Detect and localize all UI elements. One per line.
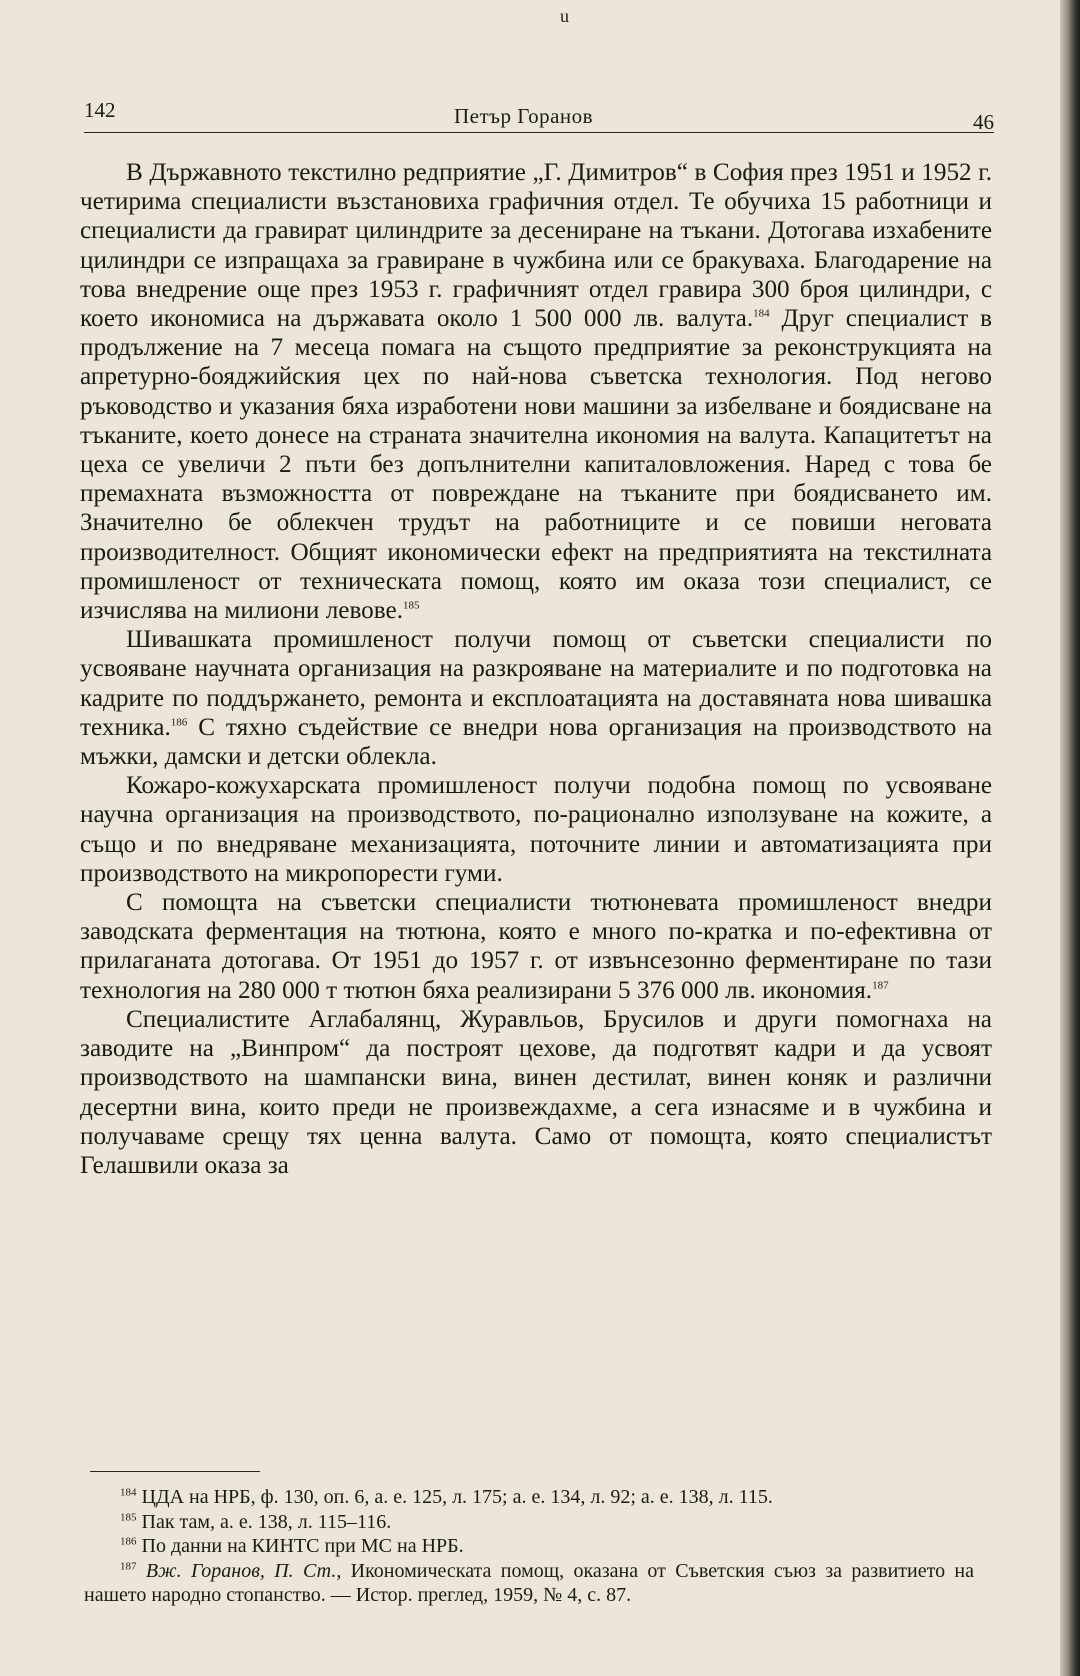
- footnote: [84, 1510, 974, 1535]
- footnote: [84, 1559, 974, 1608]
- running-title: Петър Горанов: [454, 104, 594, 128]
- paragraph-text: С помощта на съветски специалисти тютюневата промишленост внедри заводската ферментация на тютюна, която е много по-кратка и по-ефективна от прилаганата дотогава. От 1951 до 1957 г. от извънсезонно ферментиране по тази технология на 280 000 т тютюн бяха реализирани 5 376 000 лв. икономия.: [80, 889, 992, 1004]
- top-mark: u: [560, 6, 569, 26]
- paragraph-text: В Държавното текстилно редприятие „Г. Димитров“ в София през 1951 и 1952 г. четирима специалисти възстановиха графичния отдел. Те обучиха 15 работници и специалисти да гравират цилиндрите за десениране на тъкани. Дотогава изхабените цилиндри се изпращаха за гравиране в чужбина или се бракуваха. Благодарение на това внедрение още през 1953 г. графичният отдел гравира 300 броя цилиндри, с което икономиса на държавата около 1 500 000 лв. валута.: [80, 159, 992, 333]
- page-number: 142: [84, 98, 116, 122]
- paragraph: [80, 888, 992, 1005]
- footnote-reference: 187: [872, 979, 889, 992]
- footnote-number: 185: [120, 1510, 137, 1523]
- footnote-number: 186: [120, 1535, 137, 1548]
- footnote: [84, 1534, 974, 1559]
- folio-number: 46: [973, 110, 994, 134]
- header-rule: [84, 132, 994, 133]
- footnote-reference: 186: [170, 716, 188, 729]
- footnote-author: Вж. Горанов, П. Ст.,: [145, 1559, 342, 1582]
- footnotes: [84, 1485, 974, 1608]
- footnote-number: 184: [120, 1486, 137, 1499]
- footnote-text: ЦДА на НРБ, ф. 130, оп. 6, а. е. 125, л. 175; а. е. 134, л. 92; а. е. 138, л. 115.: [141, 1486, 773, 1508]
- paragraph: [80, 1005, 992, 1180]
- footnote-text: По данни на КИНТС при МС на НРБ.: [141, 1535, 464, 1557]
- footnote: [84, 1485, 974, 1510]
- page-edge-shadow: [1060, 0, 1080, 1676]
- body-text: [80, 158, 992, 1180]
- footnote-number: 187: [120, 1559, 137, 1572]
- footnote-rule: [90, 1471, 260, 1472]
- footnote-reference: 184: [753, 307, 770, 320]
- paragraph: [80, 158, 992, 625]
- paragraph-text: Друг специалист в продължение на 7 месеца помага на същото предприятие за реконструкцията на апретурно-бояджийския цех по най-нова съветска технология. Под негово ръководство и указания бяха изработени нови машини за избелване и боядисване на тъканите, което донесе на страната значителна икономия на валута. Капацитетът на цеха се увеличи 2 пъти без допълнителни капиталовложения. Наред с това бе премахната възможността от повреждане на тъканите при боядисването им. Значително бе облекчен трудът на работниците и се повиши неговата производителност. Общият икономически ефект на предприятията на текстилната промишленост от техническата помощ, която им оказа този специалист, се изчислява на милиони левове.: [80, 305, 992, 625]
- paragraph-text: С тяхно съдействие се внедри нова организация на производството на мъжки, дамски и детски облекла.: [80, 713, 992, 771]
- page-header: [84, 98, 994, 132]
- footnote-text: Икономическата помощ, оказана от Съветския съюз за развитието на нашето народно стопанство. — Истор. преглед, 1959, № 4, с. 87.: [84, 1559, 975, 1606]
- paragraph-text: Шивашката промишленост получи помощ от съветски специалисти по усвояване научната организация на разкрояване на материалите и по подготовка на кадрите по поддържането, ремонта и експлоатацията на доставяната нова шивашка техника.: [80, 626, 992, 741]
- paragraph: [80, 625, 992, 771]
- footnote-text: Пак там, а. е. 138, л. 115–116.: [141, 1510, 392, 1533]
- paragraph-text: Кожаро-кожухарската промишленост получи подобна помощ по усвояване научна организация на производството, по-рационално използуване на кожите, а също и по внедряване механизацията, поточните линии и автоматизацията при производството на микропорести гуми.: [80, 772, 992, 887]
- paragraph: [80, 771, 992, 888]
- footnote-reference: 185: [403, 599, 420, 612]
- paragraph-text: Специалистите Аглабалянц, Журавльов, Брусилов и други помогнаха на заводите на „Винпром“ да построят цехове, да подготвят кадри и да усвоят производството на шампански вина, винен дестилат, винен коняк и различни десертни вина, които преди не произвеждахме, а сега изнасяме и в чужбина и получаваме срещу тях ценна валута. Само от помощта, която специалистът Гелашвили оказа за: [80, 1005, 992, 1179]
